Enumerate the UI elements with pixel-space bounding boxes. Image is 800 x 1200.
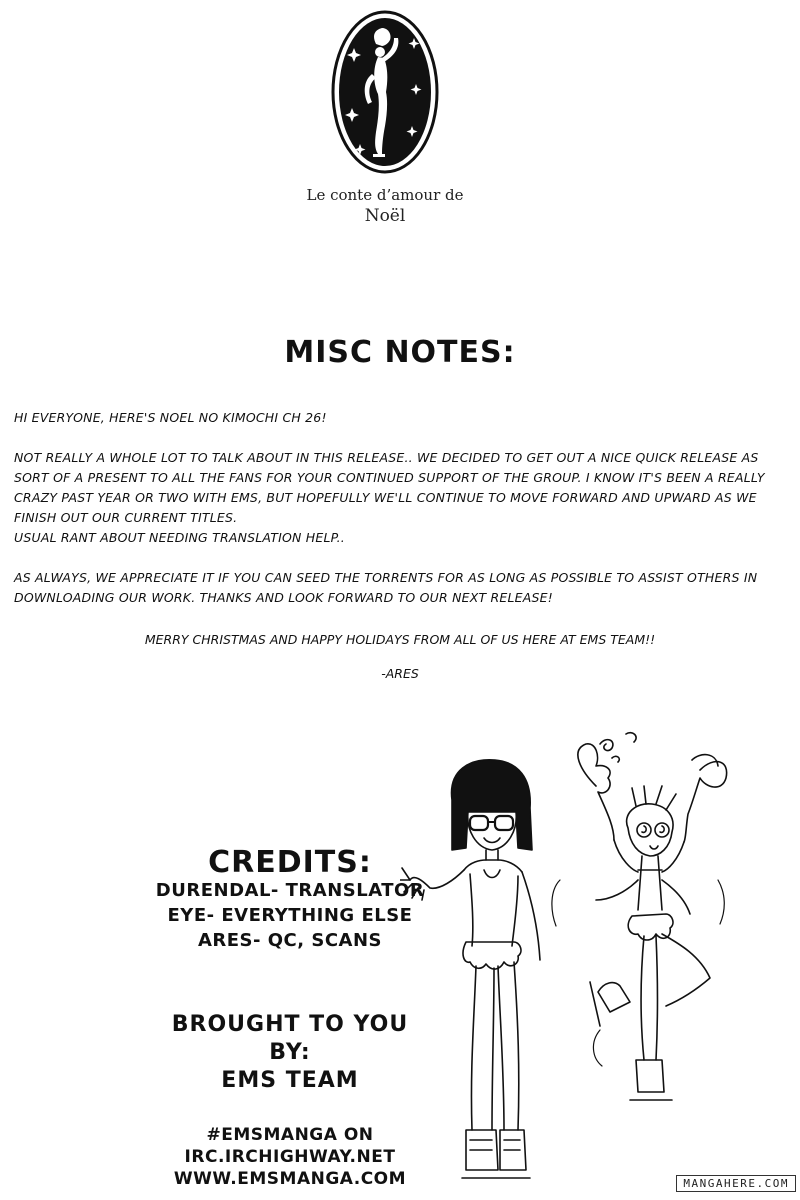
- misc-notes-heading: MISC NOTES:: [284, 335, 516, 370]
- website-url[interactable]: WWW.EMSMANGA.COM: [173, 1169, 407, 1189]
- credit-line-qc-scans: ARES- QC, SCANS: [197, 930, 383, 951]
- irc-server: IRC.IRCHIGHWAY.NET: [184, 1147, 396, 1167]
- notes-paragraph-3: USUAL RANT ABOUT NEEDING TRANSLATION HELP..: [14, 530, 345, 545]
- signature: -ARES: [381, 666, 419, 681]
- logo-caption-line1: Le conte d’amour de: [306, 186, 464, 204]
- team-name-line: EMS TEAM: [221, 1068, 359, 1093]
- credits-title: CREDITS:: [208, 845, 372, 880]
- irc-channel: #EMSMANGA ON: [206, 1125, 374, 1145]
- notes-paragraph-1: HI EVERYONE, HERE'S NOEL NO KIMOCHI CH 26!: [14, 410, 327, 425]
- left-skater-figure: [400, 760, 540, 1178]
- holiday-greeting: MERRY CHRISTMAS AND HAPPY HOLIDAYS FROM ALL OF US HERE AT EMS TEAM!!: [144, 632, 656, 647]
- credit-line-translator: DURENDAL- TRANSLATOR: [155, 880, 425, 901]
- watermark: MANGAHERE.COM: [676, 1175, 796, 1192]
- brought-by-line: BY:: [269, 1040, 311, 1065]
- brought-to-you-line: BROUGHT TO YOU: [171, 1012, 409, 1037]
- notes-paragraph-4: AS ALWAYS, WE APPRECIATE IT IF YOU CAN SEED THE TORRENTS FOR AS LONG AS POSSIBLE TO ASSIST OTHERS IN DOWNLOADING OUR WORK. THANKS AND LOOK FORWARD TO OUR NEXT RELEASE!: [14, 570, 758, 605]
- credit-line-everything-else: EYE- EVERYTHING ELSE: [167, 905, 413, 926]
- notes-paragraph-2: NOT REALLY A WHOLE LOT TO TALK ABOUT IN THIS RELEASE.. WE DECIDED TO GET OUT A NICE QUICK RELEASE AS SORT OF A PRESENT TO ALL THE FANS FOR YOUR CONTINUED SUPPORT OF THE GROUP. I KNOW IT'S BEEN A REALLY CRAZY PAST YEAR OR TWO WITH EMS, BUT HOPEFULLY WE'LL CONTINUE TO MOVE FORWARD AND UPWARD AS WE FINISH OUT OUR CURRENT TITLES.: [14, 450, 765, 525]
- skater-silhouette-oval-icon: [330, 8, 440, 176]
- logo-caption-line2: Noël: [364, 206, 406, 226]
- two-skater-girls-sketch-icon: [400, 730, 730, 1195]
- right-skater-figure: [578, 733, 727, 1100]
